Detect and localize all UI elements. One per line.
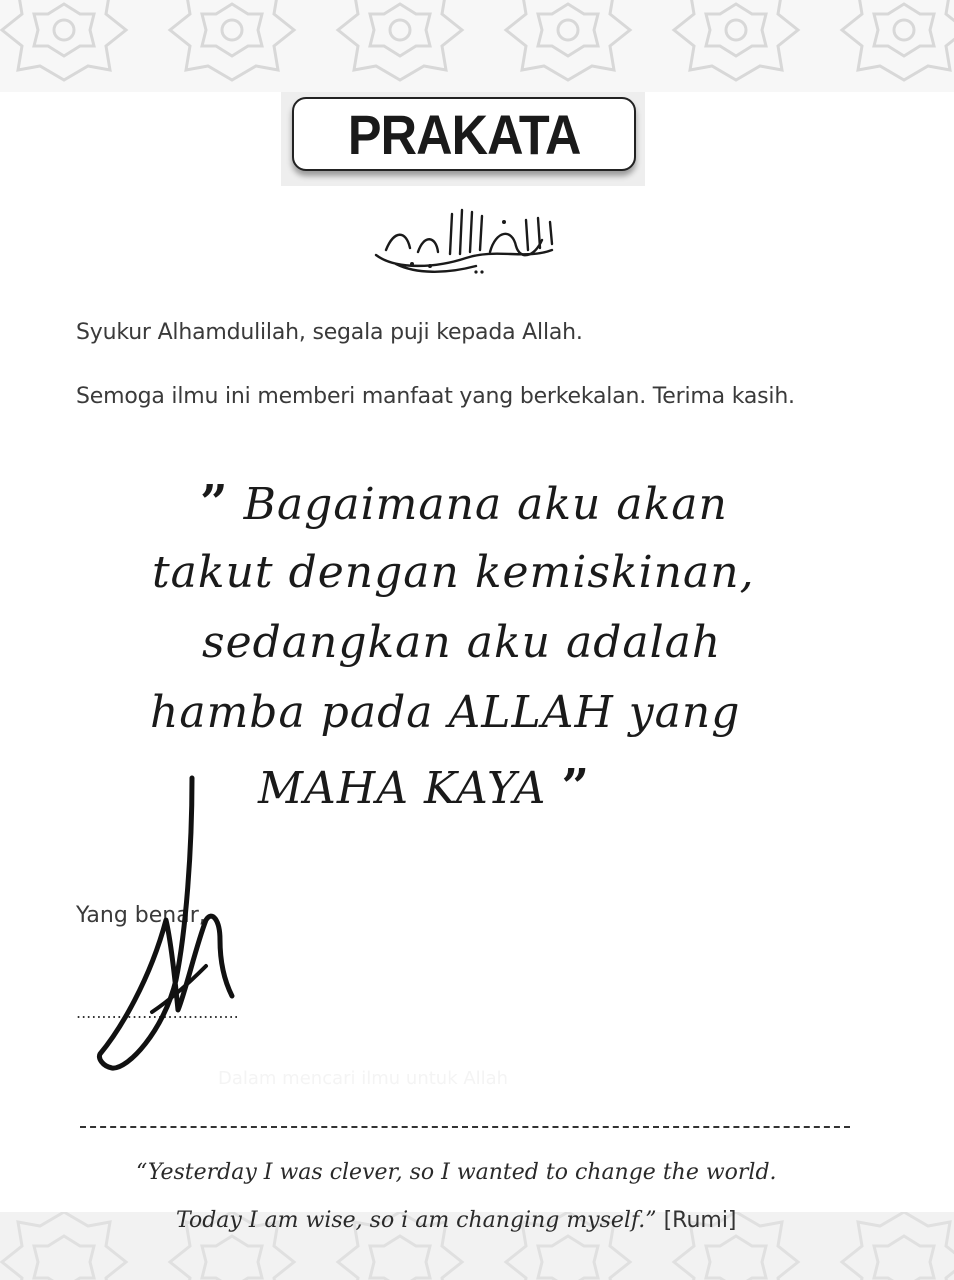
paragraph-thanks: Syukur Alhamdulilah, segala puji kepada Allah. (76, 320, 583, 345)
quote-open-mark: ” (200, 475, 229, 531)
rumi-quote-line-2-wrap (176, 1208, 737, 1233)
geometric-pattern-top (0, 0, 954, 92)
dashed-divider (80, 1126, 850, 1128)
faint-watermark-text: Dalam mencari ilmu untuk Allah (218, 1068, 509, 1089)
quote-line-4: hamba pada ALLAH yang (150, 687, 741, 738)
title-box (292, 97, 636, 171)
rumi-attribution: [Rumi] (663, 1208, 737, 1233)
basmala-calligraphy (366, 200, 562, 278)
quote-line-2: takut dengan kemiskinan, (152, 547, 755, 598)
signature-line: ................................ (76, 1003, 239, 1022)
closing-label: Yang benar, (76, 903, 206, 928)
page-title: PRAKATA (347, 102, 581, 166)
handwritten-signature (80, 770, 260, 1080)
top-pattern-band (0, 0, 954, 92)
rumi-quote-line-1: “Yesterday I was clever, so I wanted to change the world. (136, 1160, 777, 1185)
quote-line-1: Bagaimana aku akan (243, 479, 728, 530)
quote-line-3: sedangkan aku adalah (202, 617, 722, 668)
quote-line-5: MAHA KAYA (258, 763, 547, 814)
rumi-quote-line-2: Today I am wise, so i am changing myself.” (176, 1208, 657, 1233)
quote-close-mark: ” (561, 759, 591, 815)
paragraph-wish: Semoga ilmu ini memberi manfaat yang berkekalan. Terima kasih. (76, 384, 795, 409)
